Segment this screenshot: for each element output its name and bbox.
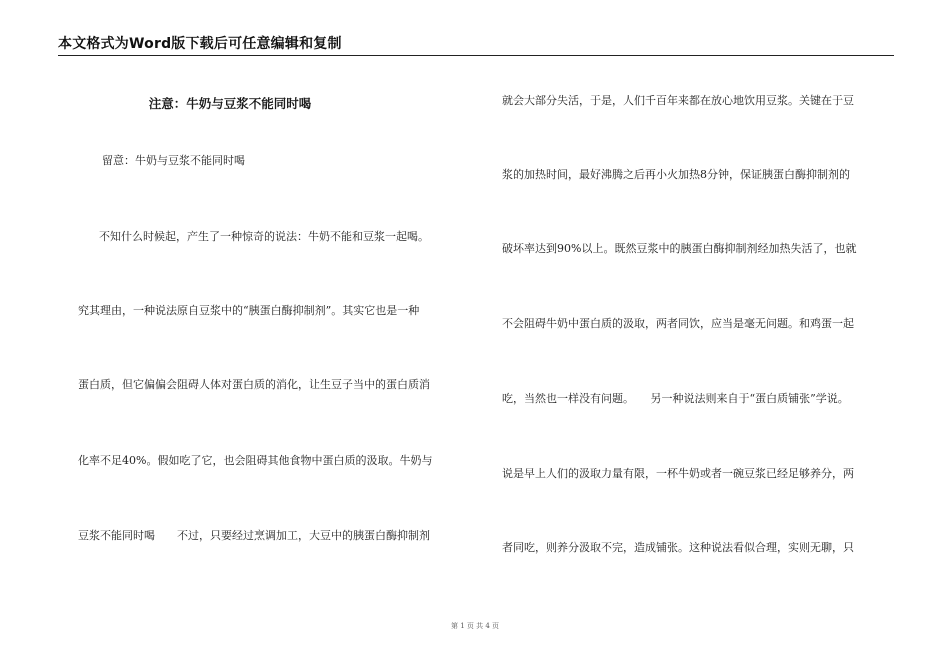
body-line: 者同吃，则养分汲取不完，造成铺张。这种说法看似合理，实则无聊，只	[502, 541, 854, 554]
body-line: 破坏率达到90%以上。既然豆浆中的胰蛋白酶抑制剂经加热失活了，也就	[502, 242, 857, 255]
body-line: 究其理由，一种说法原自豆浆中的“胰蛋白酶抑制剂”。其实它也是一种	[78, 304, 420, 317]
body-line: 豆浆不能同时喝 不过，只要经过烹调加工，大豆中的胰蛋白酶抑制剂	[78, 529, 430, 542]
body-line: 蛋白质，但它偏偏会阻碍人体对蛋白质的消化，让生豆子当中的蛋白质消	[78, 378, 430, 391]
subtitle-line: 留意：牛奶与豆浆不能同时喝	[102, 154, 245, 167]
format-notice-banner: 本文格式为Word版下载后可任意编辑和复制	[58, 36, 342, 52]
body-line: 不知什么时候起，产生了一种惊奇的说法：牛奶不能和豆浆一起喝。	[99, 230, 429, 243]
body-line: 浆的加热时间，最好沸腾之后再小火加热8分钟，保证胰蛋白酶抑制剂的	[502, 168, 850, 181]
document-title: 注意：牛奶与豆浆不能同时喝	[148, 96, 312, 111]
page-number: 第 1 页 共 4 页	[450, 622, 500, 630]
body-line: 说是早上人们的汲取力量有限，一杯牛奶或者一碗豆浆已经足够养分，两	[502, 467, 854, 480]
header-divider	[58, 55, 894, 56]
body-line: 吃，当然也一样没有问题。 另一种说法则来自于“蛋白质铺张”学说。	[502, 392, 849, 405]
body-line: 不会阻碍牛奶中蛋白质的汲取，两者同饮，应当是毫无问题。和鸡蛋一起	[502, 317, 854, 330]
body-line: 化率不足40%。假如吃了它，也会阻碍其他食物中蛋白质的汲取。牛奶与	[78, 454, 433, 467]
body-line: 就会大部分失活，于是，人们千百年来都在放心地饮用豆浆。关键在于豆	[502, 94, 854, 107]
